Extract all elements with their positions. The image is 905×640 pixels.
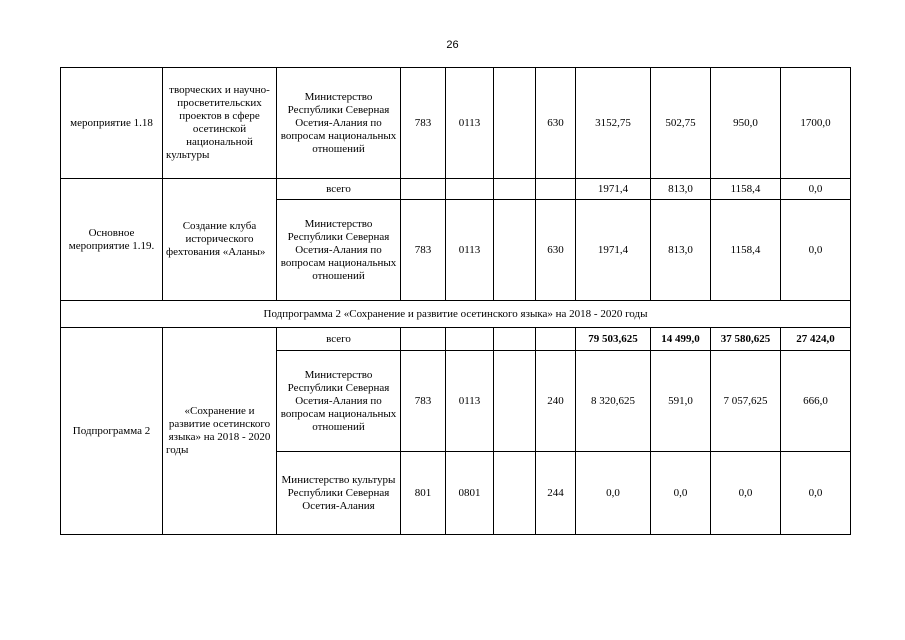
page-number: 26 [446, 39, 459, 51]
year-2019-cell: 1158,4 [711, 200, 781, 301]
year-2020-cell: 0,0 [781, 452, 851, 535]
rzpr-cell: 0113 [446, 351, 494, 452]
year-2020-cell: 666,0 [781, 351, 851, 452]
vr-cell [536, 179, 576, 200]
executor-cell: всего [277, 179, 401, 200]
year-2020-cell: 0,0 [781, 179, 851, 200]
year-2019-cell: 7 057,625 [711, 351, 781, 452]
year-2019-cell: 37 580,625 [711, 328, 781, 351]
event-name-cell: Создание клуба исторического фехтования «Аланы» [163, 179, 277, 301]
executor-cell: Министерство культуры Республики Северная Осетия-Алания [277, 452, 401, 535]
grbs-cell [401, 179, 446, 200]
csr-cell [494, 328, 536, 351]
year-2018-cell: 14 499,0 [651, 328, 711, 351]
year-2019-cell: 0,0 [711, 452, 781, 535]
vr-cell [536, 328, 576, 351]
executor-cell: Министерство Республики Северная Осетия-Алания по вопросам национальных отношений [277, 68, 401, 179]
year-2020-cell: 0,0 [781, 200, 851, 301]
csr-cell [494, 452, 536, 535]
rzpr-cell: 0113 [446, 200, 494, 301]
event-name-cell: творческих и научно-просветительских проектов в сфере осетинской национальной культуры [163, 68, 277, 179]
table-row [61, 179, 851, 200]
executor-cell: всего [277, 328, 401, 351]
year-2019-cell: 1158,4 [711, 179, 781, 200]
year-2018-cell: 813,0 [651, 200, 711, 301]
vr-cell: 630 [536, 68, 576, 179]
section-title: Подпрограмма 2 «Сохранение и развитие осетинского языка» на 2018 - 2020 годы [61, 301, 851, 328]
year-2020-cell: 1700,0 [781, 68, 851, 179]
total-cell: 8 320,625 [576, 351, 651, 452]
vr-cell: 244 [536, 452, 576, 535]
grbs-cell: 783 [401, 68, 446, 179]
rzpr-cell: 0801 [446, 452, 494, 535]
budget-table [60, 67, 851, 535]
event-name-cell: «Сохранение и развитие осетинского языка» на 2018 - 2020 годы [163, 328, 277, 535]
csr-cell [494, 200, 536, 301]
year-2018-cell: 502,75 [651, 68, 711, 179]
table-row [61, 68, 851, 179]
total-cell: 3152,75 [576, 68, 651, 179]
executor-cell: Министерство Республики Северная Осетия-Алания по вопросам национальных отношений [277, 351, 401, 452]
grbs-cell [401, 328, 446, 351]
grbs-cell: 783 [401, 351, 446, 452]
csr-cell [494, 68, 536, 179]
csr-cell [494, 179, 536, 200]
executor-cell: Министерство Республики Северная Осетия-Алания по вопросам национальных отношений [277, 200, 401, 301]
vr-cell: 240 [536, 351, 576, 452]
year-2018-cell: 591,0 [651, 351, 711, 452]
year-2018-cell: 0,0 [651, 452, 711, 535]
table-row [61, 328, 851, 351]
grbs-cell: 801 [401, 452, 446, 535]
csr-cell [494, 351, 536, 452]
year-2018-cell: 813,0 [651, 179, 711, 200]
event-cell: мероприятие 1.18 [61, 68, 163, 179]
event-cell: Основное мероприятие 1.19. [61, 179, 163, 301]
year-2019-cell: 950,0 [711, 68, 781, 179]
total-cell: 1971,4 [576, 179, 651, 200]
rzpr-cell [446, 179, 494, 200]
grbs-cell: 783 [401, 200, 446, 301]
table-row [61, 301, 851, 328]
year-2020-cell: 27 424,0 [781, 328, 851, 351]
total-cell: 79 503,625 [576, 328, 651, 351]
event-cell: Подпрограмма 2 [61, 328, 163, 535]
vr-cell: 630 [536, 200, 576, 301]
rzpr-cell: 0113 [446, 68, 494, 179]
total-cell: 1971,4 [576, 200, 651, 301]
rzpr-cell [446, 328, 494, 351]
total-cell: 0,0 [576, 452, 651, 535]
